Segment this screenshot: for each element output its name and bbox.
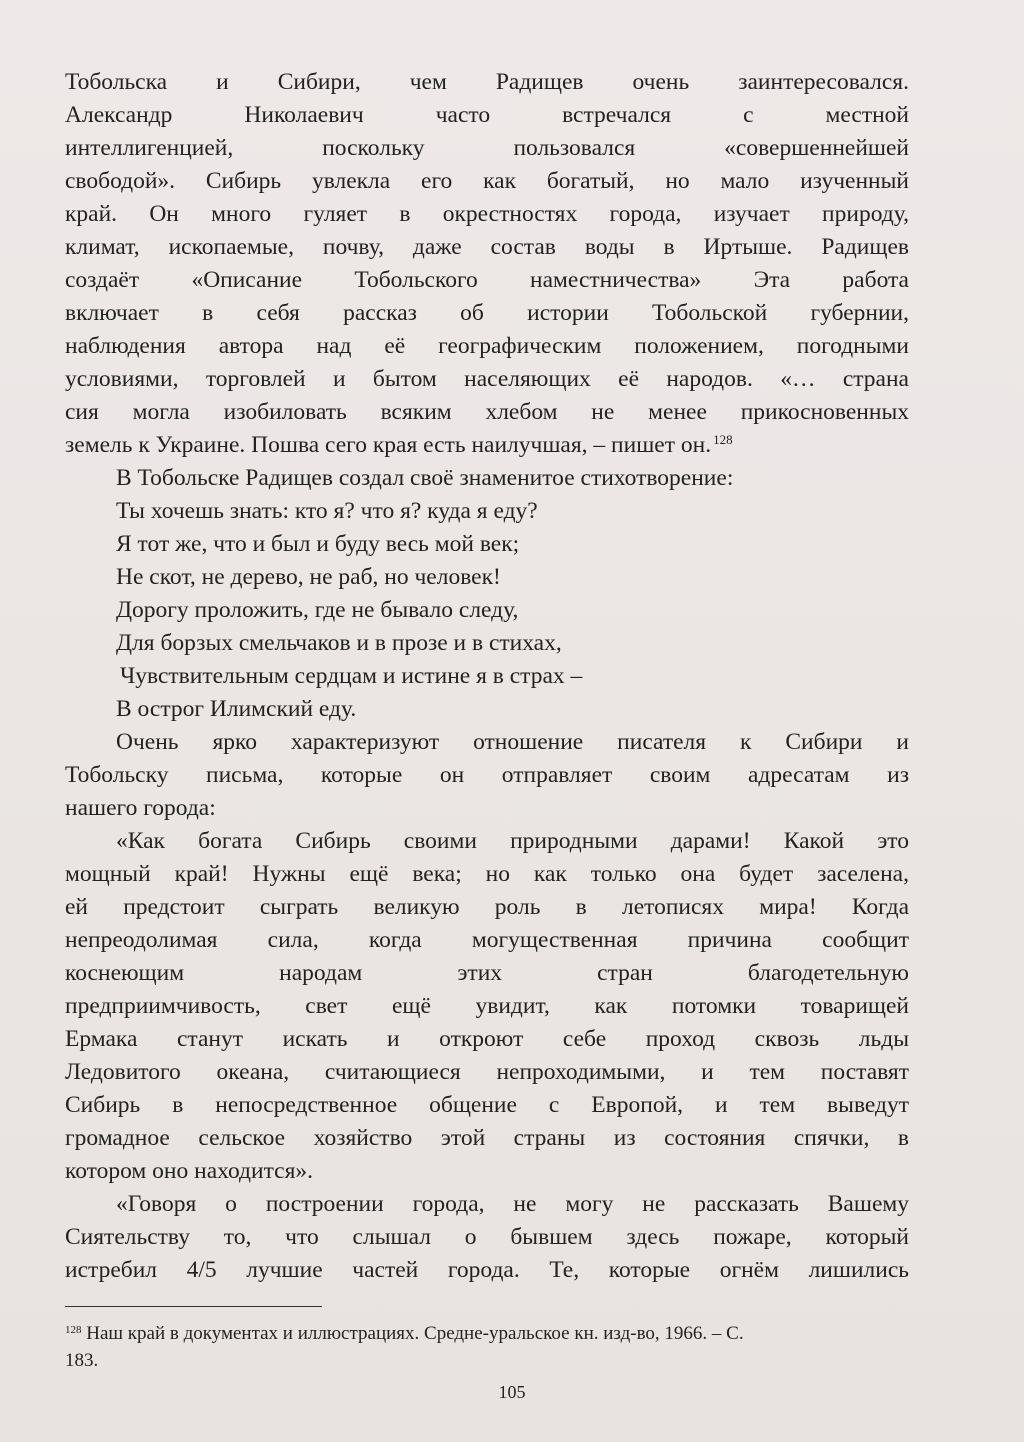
text-line [65,1155,909,1188]
text-line [65,858,909,891]
text-line [65,891,909,924]
text-line [65,396,909,429]
text-line [65,99,909,132]
text-line-content: громадное сельское хозяйство этой страны из состояния спячки, в [65,1125,909,1151]
text-line-content: нашего города: [65,795,216,821]
footnote-text: Наш край в документах и иллюстрациях. Средне-уральское кн. изд-во, 1966. – С. [86,1323,744,1344]
footnote [65,1320,909,1374]
text-line [65,759,909,792]
text-line-content: наблюдения автора над её географическим положением, погодными [65,333,909,359]
text-line-content: Тобольска и Сибири, чем Радищев очень заинтересовался. [65,69,909,95]
text-line-content: Ледовитого океана, считающиеся непроходимыми, и тем поставят [65,1059,909,1085]
text-line-content: свободой». Сибирь увлекла его как богатый, но мало изученный [65,168,909,194]
text-line-content: «Как богата Сибирь своими природными дарами! Какой это [116,828,909,854]
page-number: 105 [498,1382,526,1402]
text-line-content: Дорогу проложить, где не бывало следу, [116,597,519,623]
text-line [65,132,909,165]
text-line-content: Ты хочешь знать: кто я? что я? куда я еду? [116,498,538,524]
footnote-line-2: 183. [65,1350,99,1371]
text-line-content: интеллигенцией, поскольку пользовался «совершеннейшей [65,135,909,161]
footnote-ref: 128 [713,432,733,447]
text-line-content: край. Он много гуляет в окрестностях города, изучает природу, [65,201,909,227]
text-line-content: Очень ярко характеризуют отношение писателя к Сибири и [116,729,909,755]
text-line-content: В острог Илимский еду. [116,696,357,722]
text-line-content: земель к Украине. Пошва сего края есть наилучшая, – пишет он. [65,432,712,458]
text-line [65,198,909,231]
text-line [65,165,909,198]
text-line [65,1089,909,1122]
text-line [65,1122,909,1155]
text-line [65,1023,909,1056]
text-line [65,264,909,297]
text-line-content: В Тобольске Радищев создал своё знаменитое стихотворение: [116,465,734,491]
text-line [65,429,909,462]
text-line-content: создаёт «Описание Тобольского наместничества» Эта работа [65,267,909,293]
text-line [65,924,909,957]
text-line-content: Тобольску письма, которые он отправляет своим адресатам из [65,762,909,788]
footnote-line-1 [65,1320,909,1347]
text-line [65,297,909,330]
text-line [65,660,909,693]
footnote-divider [65,1306,322,1307]
text-line-content: условиями, торговлей и бытом населяющих её народов. «… страна [65,366,909,392]
text-line-content: коснеющим народам этих стран благодетельную [65,960,909,986]
text-line-content: сия могла изобиловать всяким хлебом не менее прикосновенных [65,399,909,425]
text-line-content: предприимчивость, свет ещё увидит, как потомки товарищей [65,993,909,1019]
footnote-number: 128 [65,1324,82,1336]
text-line-content: Ермака станут искать и откроют себе проход сквозь льды [65,1026,909,1052]
text-line [65,462,909,495]
text-line-content: Александр Николаевич часто встречался с местной [65,102,909,128]
body-text [65,66,909,1287]
text-line [65,1056,909,1089]
text-line [65,561,909,594]
text-line-content: климат, ископаемые, почву, даже состав воды в Иртыше. Радищев [65,234,909,260]
text-line-content: «Говоря о построении города, не могу не рассказать Вашему [116,1191,909,1217]
text-line [65,594,909,627]
text-line [65,330,909,363]
text-line [65,495,909,528]
text-line [65,627,909,660]
text-line [65,528,909,561]
text-line-content: истребил 4/5 лучшие частей города. Те, которые огнём лишились [65,1257,909,1283]
text-line [65,957,909,990]
text-line [65,726,909,759]
text-line [65,792,909,825]
text-line [65,1221,909,1254]
text-line [65,66,909,99]
text-line-content: котором оно находится». [65,1158,314,1184]
text-line-content: мощный край! Нужны ещё века; но как только она будет заселена, [65,861,909,887]
text-line [65,1188,909,1221]
text-line-content: ей предстоит сыграть великую роль в летописях мира! Когда [65,894,909,920]
text-line-content: Я тот же, что и был и буду весь мой век; [116,531,520,557]
text-line [65,231,909,264]
text-line-content: Для борзых смельчаков и в прозе и в стихах, [116,630,562,656]
text-line [65,693,909,726]
text-line [65,990,909,1023]
text-line-content: Не скот, не дерево, не раб, но человек! [116,564,501,590]
text-line [65,1254,909,1287]
text-line-content: Сибирь в непосредственное общение с Европой, и тем выведут [65,1092,909,1118]
text-line [65,363,909,396]
text-line-content: Чувствительным сердцам и истине я в страх – [120,663,583,689]
text-line [65,825,909,858]
text-line-content: непреодолимая сила, когда могущественная причина сообщит [65,927,909,953]
text-line-content: включает в себя рассказ об истории Тобольской губернии, [65,300,909,326]
text-line-content: Сиятельству то, что слышал о бывшем здесь пожаре, который [65,1224,909,1250]
